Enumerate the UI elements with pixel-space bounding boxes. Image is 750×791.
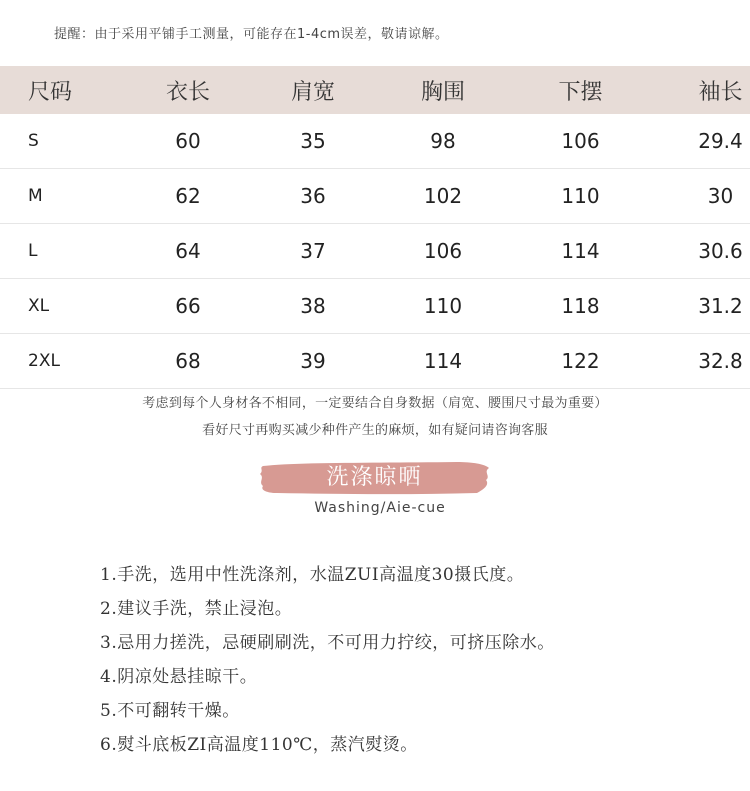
cell-chest: 106: [388, 224, 498, 279]
cell-length: 62: [138, 169, 238, 224]
care-instructions-list: [100, 558, 555, 762]
cell-length: 64: [138, 224, 238, 279]
size-chart-table: [0, 66, 750, 389]
cell-shoulder: 38: [238, 279, 388, 334]
cell-chest: 110: [388, 279, 498, 334]
cell-shoulder: 37: [238, 224, 388, 279]
cell-sleeve: 32.8: [663, 334, 750, 389]
cell-size: L: [0, 224, 138, 279]
cell-length: 66: [138, 279, 238, 334]
care-section-banner: [257, 460, 492, 496]
cell-sleeve: 29.4: [663, 114, 750, 169]
cell-chest: 102: [388, 169, 498, 224]
cell-sleeve: 30: [663, 169, 750, 224]
cell-size: 2XL: [0, 334, 138, 389]
cell-size: S: [0, 114, 138, 169]
header-chest: 胸围: [420, 79, 465, 105]
cell-hem: 118: [498, 279, 663, 334]
sizing-advice-line-1: 考虑到每个人身材各不相同，一定要结合自身数据（肩宽、腰围尺寸最为重要）: [142, 396, 608, 411]
list-item: 6.熨斗底板ZI高温度110℃，蒸汽熨烫。: [100, 735, 418, 755]
cell-sleeve: 30.6: [663, 224, 750, 279]
cell-size: M: [0, 169, 138, 224]
list-item: 5.不可翻转干燥。: [100, 701, 240, 721]
cell-shoulder: 39: [238, 334, 388, 389]
table-row: [0, 169, 750, 224]
cell-shoulder: 36: [238, 169, 388, 224]
header-length: 衣长: [165, 79, 210, 105]
list-item: 4.阴凉处悬挂晾干。: [100, 667, 258, 687]
cell-chest: 114: [388, 334, 498, 389]
care-section-subtitle: Washing/Aie-cue: [314, 500, 446, 516]
sizing-advice-line-2: 看好尺寸再购买减少种件产生的麻烦，如有疑问请咨询客服: [202, 423, 548, 438]
cell-hem: 110: [498, 169, 663, 224]
cell-length: 68: [138, 334, 238, 389]
list-item: 1.手洗，选用中性洗涤剂，水温ZUI高温度30摄氏度。: [100, 565, 525, 585]
cell-size: XL: [0, 279, 138, 334]
header-size: 尺码: [28, 79, 73, 105]
list-item: 3.忌用力搓洗，忌硬刷刷洗，不可用力拧绞，可挤压除水。: [100, 633, 555, 653]
table-row: [0, 279, 750, 334]
cell-length: 60: [138, 114, 238, 169]
size-chart-header-row: [0, 66, 750, 114]
cell-hem: 106: [498, 114, 663, 169]
cell-shoulder: 35: [238, 114, 388, 169]
care-section-title: 洗涤晾晒: [326, 465, 423, 490]
cell-hem: 122: [498, 334, 663, 389]
table-row: [0, 224, 750, 279]
header-shoulder: 肩宽: [290, 79, 335, 105]
measurement-notice: 提醒：由于采用平铺手工测量，可能存在1-4cm误差，敬请谅解。: [54, 27, 449, 42]
cell-hem: 114: [498, 224, 663, 279]
cell-sleeve: 31.2: [663, 279, 750, 334]
list-item: 2.建议手洗，禁止浸泡。: [100, 599, 293, 619]
table-row: [0, 114, 750, 169]
table-row: [0, 334, 750, 389]
header-sleeve: 袖长: [698, 79, 743, 105]
header-hem: 下摆: [558, 79, 603, 105]
cell-chest: 98: [388, 114, 498, 169]
